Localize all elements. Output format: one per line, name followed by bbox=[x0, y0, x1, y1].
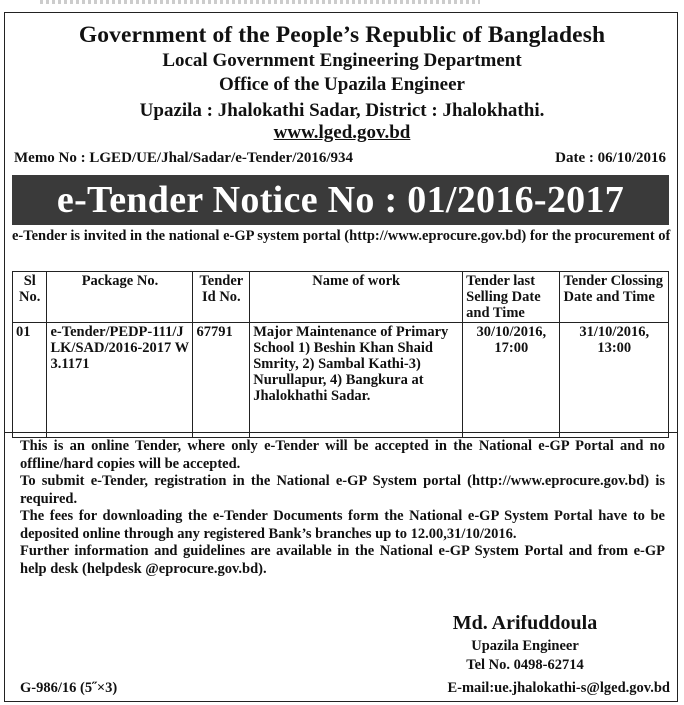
section-divider bbox=[4, 432, 678, 433]
cell-sl: 01 bbox=[13, 323, 47, 438]
table-row bbox=[13, 323, 669, 438]
cell-package: e-Tender/PEDP-111/JLK/SAD/2016-2017 W3.1171 bbox=[47, 323, 193, 438]
header-office: Office of the Upazila Engineer bbox=[219, 74, 465, 95]
table-header-row bbox=[13, 272, 669, 323]
signatory-email: E-mail:ue.jhalokathi-s@lged.gov.bd bbox=[447, 680, 670, 696]
header-government: Government of the People’s Republic of Bangladesh bbox=[78, 22, 606, 48]
header-website-link[interactable]: www.lged.gov.bd bbox=[273, 122, 411, 143]
memo-date: Date : 06/10/2016 bbox=[555, 150, 666, 166]
cell-selling: 30/10/2016, 17:00 bbox=[463, 323, 560, 438]
paragraph-further-info: Further information and guidelines are available in the National e-GP System Portal and from e-GP help desk (helpdesk @eprocure.gov.bd). bbox=[20, 543, 665, 577]
conditions-text bbox=[20, 438, 665, 578]
cell-work: Major Maintenance of Primary School 1) Beshin Khan Shaid Smrity, 2) Sambal Kathi-3) Nurullapur, 4) Bangkura at Jhalokhathi Sadar. bbox=[250, 323, 463, 438]
col-header-sl: Sl No. bbox=[13, 272, 47, 323]
col-header-tender-id: Tender Id No. bbox=[193, 272, 250, 323]
paragraph-fees: The fees for downloading the e-Tender Documents form the National e-GP System Portal have to be deposited online through any registered Bank’s branches up to 12.00,31/10/2016. bbox=[20, 508, 665, 542]
cell-closing: 31/10/2016, 13:00 bbox=[560, 323, 669, 438]
header-location: Upazila : Jhalokathi Sadar, District : Jhalokhathi. bbox=[139, 100, 545, 121]
header-department: Local Government Engineering Department bbox=[162, 50, 522, 71]
signatory-title: Upazila Engineer bbox=[471, 638, 579, 654]
publication-code: G-986/16 (5˝×3) bbox=[20, 680, 118, 696]
col-header-closing: Tender Clossing Date and Time bbox=[560, 272, 669, 323]
tender-table bbox=[12, 271, 669, 438]
top-strip-remnant bbox=[40, 0, 480, 4]
memo-number: Memo No : LGED/UE/Jhal/Sadar/e-Tender/2016/934 bbox=[14, 150, 354, 166]
paragraph-online-tender: This is an online Tender, where only e-Tender will be accepted in the National e-GP Portal and no offline/hard copies will be accepted. bbox=[20, 438, 665, 472]
col-header-selling: Tender last Selling Date and Time bbox=[463, 272, 560, 323]
paragraph-registration: To submit e-Tender, registration in the National e-GP System portal (http://www.eprocure.gov.bd) is required. bbox=[20, 473, 665, 507]
col-header-package: Package No. bbox=[47, 272, 193, 323]
cell-tender-id: 67791 bbox=[193, 323, 250, 438]
signatory-phone: Tel No. 0498-62714 bbox=[466, 657, 584, 673]
tender-notice-banner: e-Tender Notice No : 01/2016-2017 bbox=[12, 175, 669, 225]
col-header-work: Name of work bbox=[250, 272, 463, 323]
intro-text: e-Tender is invited in the national e-GP system portal (http://www.eprocure.gov.bd) for the procurement of bbox=[12, 228, 671, 244]
signatory-name: Md. Arifuddoula bbox=[452, 612, 598, 634]
